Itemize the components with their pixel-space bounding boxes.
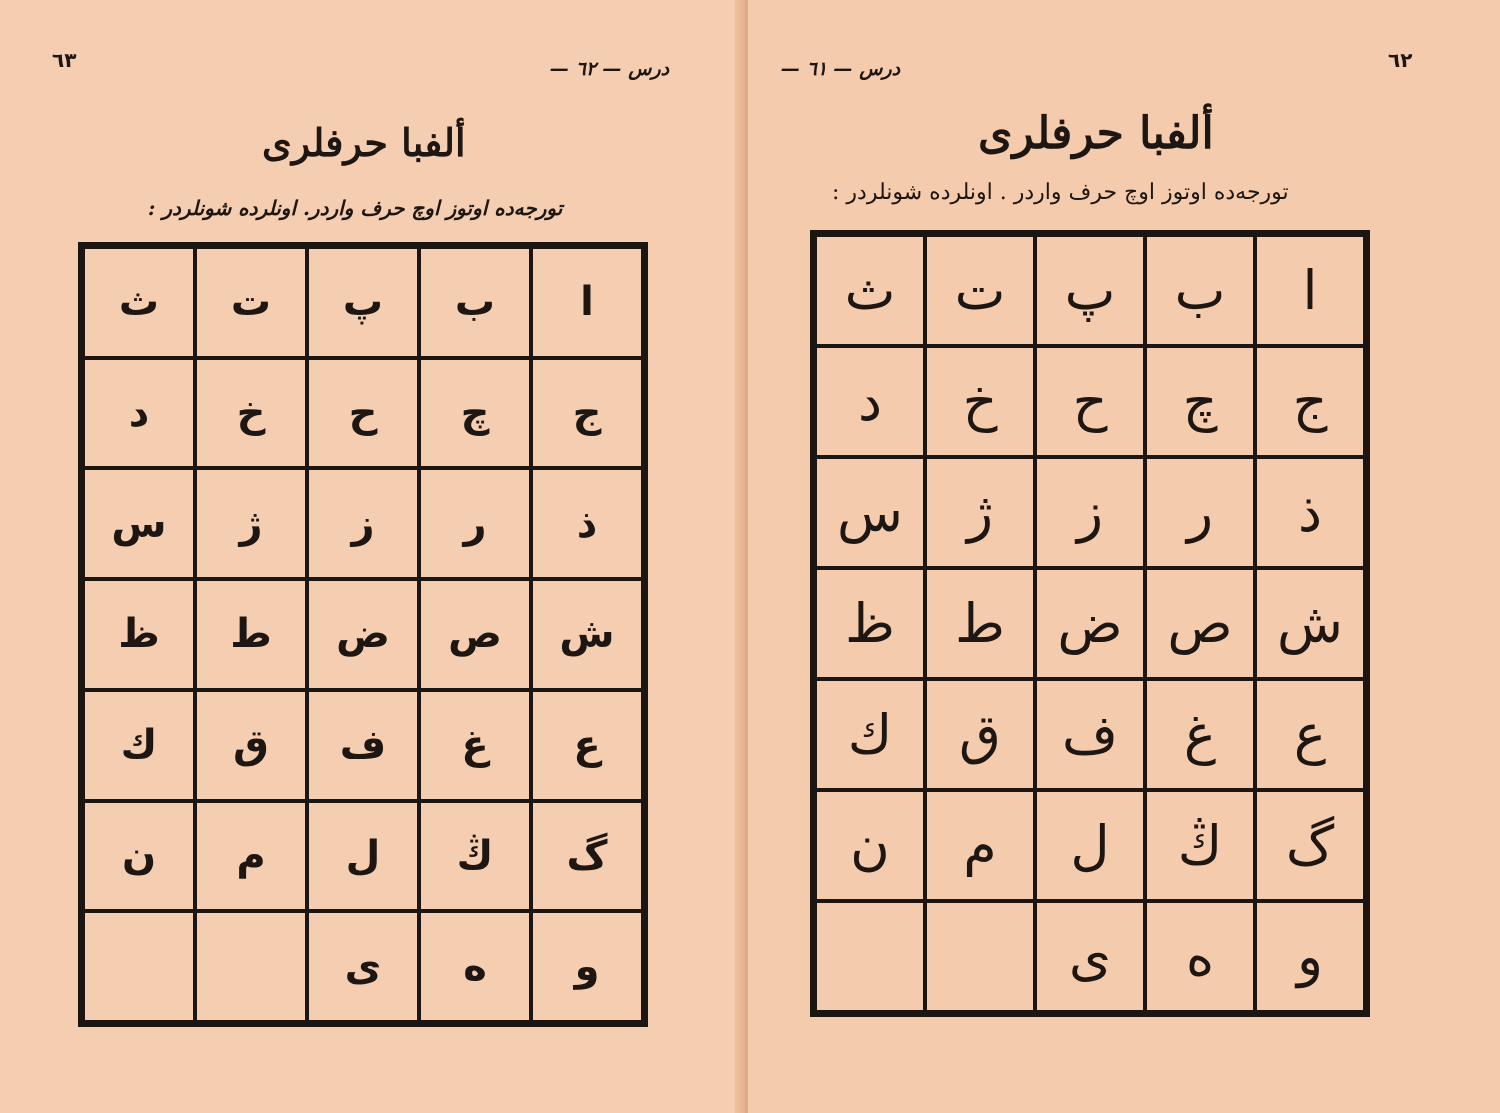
letter-cell: ع (1255, 679, 1365, 790)
letter-cell: ض (1035, 568, 1145, 679)
letter-cell: س (83, 468, 195, 579)
letter-cell: ن (815, 790, 925, 901)
letter-cell: ج (531, 358, 643, 469)
letter-cell: ژ (925, 457, 1035, 568)
letter-cell: ط (925, 568, 1035, 679)
letter-cell: و (531, 911, 643, 1022)
letter-cell: ز (1035, 457, 1145, 568)
letter-cell: ش (531, 579, 643, 690)
letter-cell: ب (419, 247, 531, 358)
letter-cell: ث (815, 235, 925, 346)
letter-cell: د (83, 358, 195, 469)
letter-cell: س (815, 457, 925, 568)
letter-cell: گ (1255, 790, 1365, 901)
letter-cell: ا (1255, 235, 1365, 346)
letter-cell: ت (195, 247, 307, 358)
letter-cell: ى (1035, 901, 1145, 1012)
right-page (748, 0, 1500, 1113)
letter-cell: ژ (195, 468, 307, 579)
letter-cell: ر (1145, 457, 1255, 568)
letter-cell: ص (419, 579, 531, 690)
lesson-heading: درس — ٦٢ — (550, 58, 670, 80)
letter-cell: ث (83, 247, 195, 358)
letter-cell: ر (419, 468, 531, 579)
letter-cell: ا (531, 247, 643, 358)
letter-cell: ظ (83, 579, 195, 690)
letter-cell: ف (1035, 679, 1145, 790)
page-subtitle: تورجه‌ده اوتوز اوچ حرف واردر. اونلرده شونلردر : (148, 196, 563, 220)
letter-cell: ذ (531, 468, 643, 579)
letter-cell: ل (307, 801, 419, 912)
letter-cell: ح (1035, 346, 1145, 457)
letter-cell: ى (307, 911, 419, 1022)
letter-cell: و (1255, 901, 1365, 1012)
alphabet-grid (78, 242, 648, 1027)
letter-cell: ه (419, 911, 531, 1022)
page-number: ٦٢ (1388, 48, 1413, 72)
letter-cell: ك (815, 679, 925, 790)
letter-cell: ق (195, 690, 307, 801)
letter-cell: ه (1145, 901, 1255, 1012)
letter-cell: ق (925, 679, 1035, 790)
letter-cell: م (925, 790, 1035, 901)
letter-cell: خ (195, 358, 307, 469)
page-title: ألفبا حرفلری (262, 120, 466, 165)
left-page (0, 0, 742, 1113)
letter-cell: غ (1145, 679, 1255, 790)
letter-cell: ش (1255, 568, 1365, 679)
page-number: ٦٣ (52, 48, 77, 72)
letter-cell: ج (1255, 346, 1365, 457)
letter-cell: ف (307, 690, 419, 801)
letter-cell: ط (195, 579, 307, 690)
letter-cell: پ (307, 247, 419, 358)
letter-cell: د (815, 346, 925, 457)
letter-cell: گ (531, 801, 643, 912)
letter-cell: خ (925, 346, 1035, 457)
letter-cell: ض (307, 579, 419, 690)
letter-cell: ت (925, 235, 1035, 346)
letter-cell: ب (1145, 235, 1255, 346)
letter-cell: پ (1035, 235, 1145, 346)
letter-cell: ك (83, 690, 195, 801)
page-title: ألفبا حرفلری (978, 108, 1214, 159)
empty-cell (83, 911, 195, 1022)
alphabet-grid (810, 230, 1370, 1017)
letter-cell: ح (307, 358, 419, 469)
letter-cell: ع (531, 690, 643, 801)
empty-cell (195, 911, 307, 1022)
letter-cell: ل (1035, 790, 1145, 901)
letter-cell: ذ (1255, 457, 1365, 568)
empty-cell (925, 901, 1035, 1012)
letter-cell: ڭ (1145, 790, 1255, 901)
letter-cell: ظ (815, 568, 925, 679)
letter-cell: غ (419, 690, 531, 801)
letter-cell: چ (419, 358, 531, 469)
empty-cell (815, 901, 925, 1012)
letter-cell: ز (307, 468, 419, 579)
letter-cell: ن (83, 801, 195, 912)
letter-cell: ڭ (419, 801, 531, 912)
lesson-heading: درس — ٦١ — (781, 58, 901, 80)
letter-cell: چ (1145, 346, 1255, 457)
letter-cell: ص (1145, 568, 1255, 679)
page-subtitle: تورجه‌ده اوتوز اوچ حرف واردر . اونلرده شونلردر : (832, 180, 1289, 205)
letter-cell: م (195, 801, 307, 912)
